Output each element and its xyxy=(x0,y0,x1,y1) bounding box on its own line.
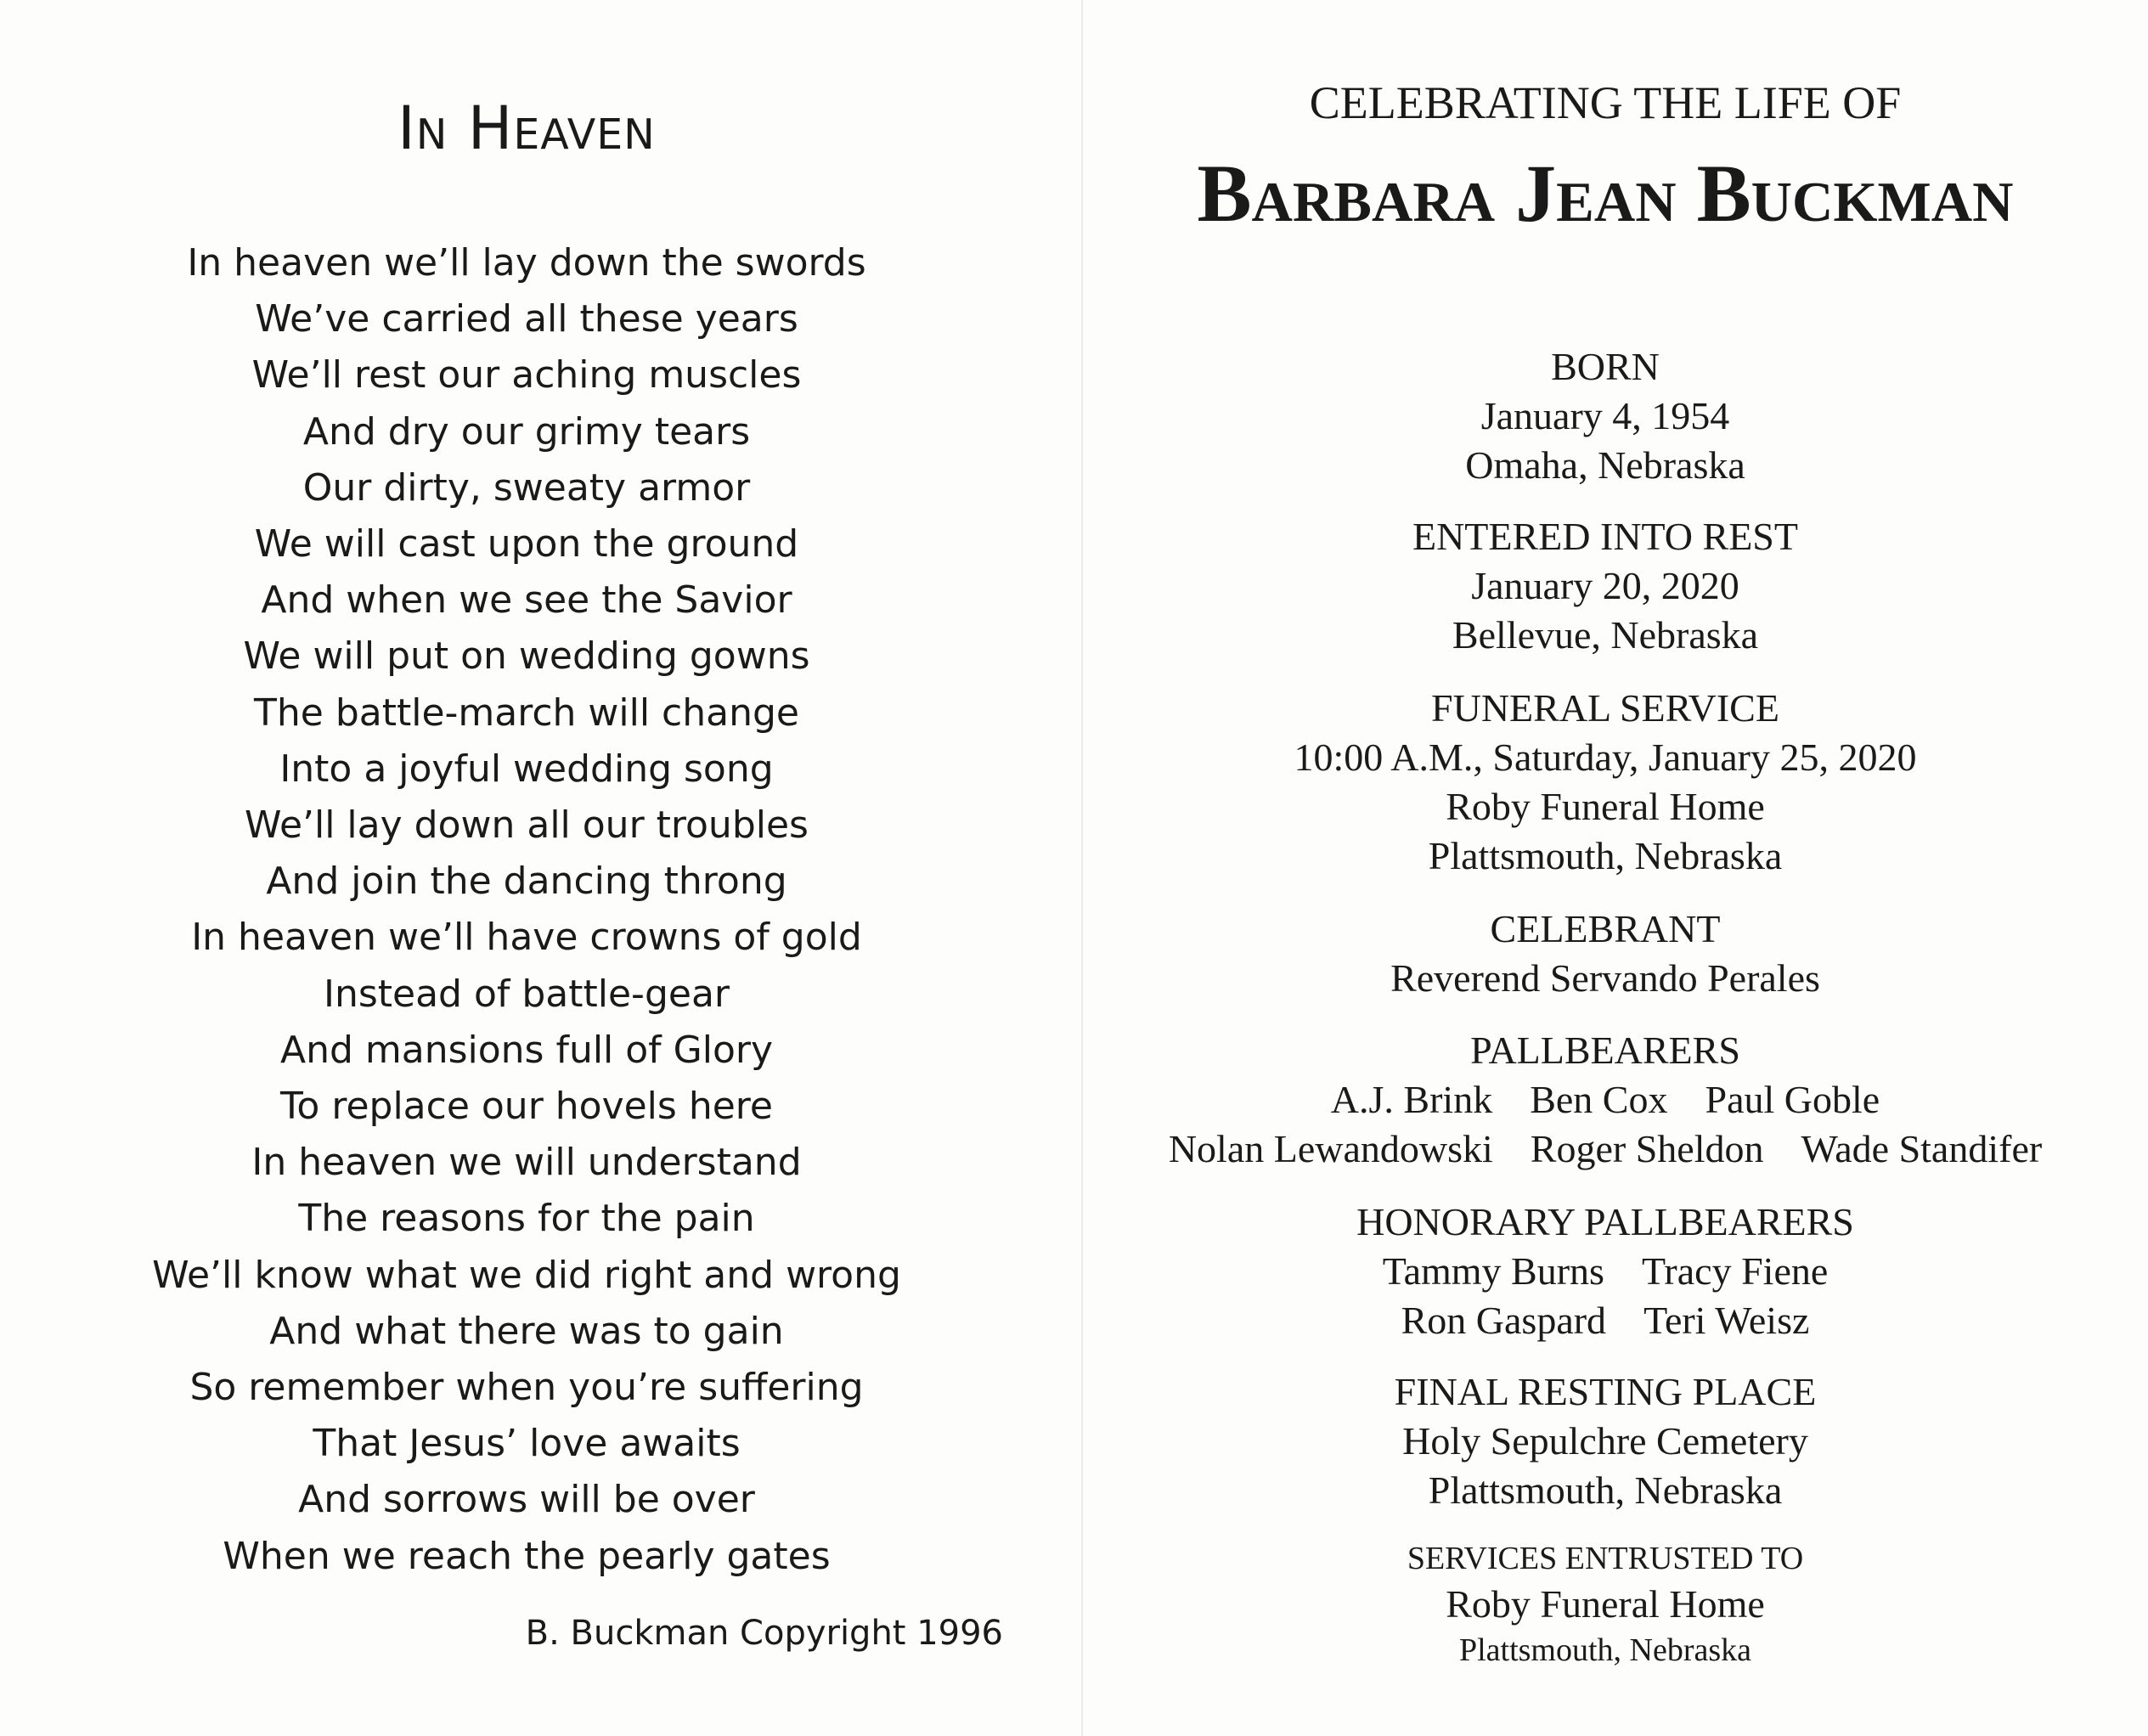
pallbearer: Roger Sheldon xyxy=(1530,1127,1764,1170)
poem-line: Instead of battle-gear xyxy=(323,972,730,1016)
pallbearer: Ben Cox xyxy=(1530,1078,1668,1121)
deceased-name: Barbara Jean Buckman xyxy=(1197,148,2014,239)
poem-line: To replace our hovels here xyxy=(280,1085,773,1129)
honorary-row xyxy=(1087,1247,2123,1296)
poem-line: We will cast upon the ground xyxy=(254,522,799,566)
pallbearer: Paul Goble xyxy=(1705,1078,1880,1121)
poem-line: In heaven we will understand xyxy=(251,1141,802,1185)
poem-line: We’ll know what we did right and wrong xyxy=(152,1253,901,1297)
poem-title: In Heaven xyxy=(397,93,656,163)
honorary-pallbearer: Teri Weisz xyxy=(1643,1299,1810,1342)
pallbearer: Wade Standifer xyxy=(1801,1127,2043,1170)
poem-line: And join the dancing throng xyxy=(266,860,787,904)
poem-line: In heaven we’ll have crowns of gold xyxy=(191,916,862,960)
pallbearers-row xyxy=(1087,1075,2123,1124)
section-label: HONORARY PALLBEARERS xyxy=(1356,1200,1854,1243)
poem-line: And sorrows will be over xyxy=(298,1478,755,1522)
entrusted-place: Plattsmouth, Nebraska xyxy=(1458,1632,1752,1668)
pallbearer: Nolan Lewandowski xyxy=(1168,1127,1493,1170)
honorary-pallbearer: Ron Gaspard xyxy=(1401,1299,1607,1342)
poem-line: And what there was to gain xyxy=(269,1309,784,1353)
poem-copyright: B. Buckman Copyright 1996 xyxy=(525,1614,1003,1653)
poem-line: And dry our grimy tears xyxy=(302,409,751,454)
service-place: Plattsmouth, Nebraska xyxy=(1428,834,1783,877)
resting-section xyxy=(1087,1367,2123,1515)
poem-body xyxy=(0,235,1053,1585)
section-label: CELEBRANT xyxy=(1490,907,1721,950)
poem-line: The battle-march will change xyxy=(254,690,799,735)
rest-place: Bellevue, Nebraska xyxy=(1452,613,1759,657)
poem-line: When we reach the pearly gates xyxy=(223,1534,831,1578)
honorary-row xyxy=(1087,1296,2123,1345)
section-label: FINAL RESTING PLACE xyxy=(1394,1370,1817,1413)
poem-line: And when we see the Savior xyxy=(261,578,792,623)
pallbearers-row xyxy=(1087,1124,2123,1174)
rest-date: January 20, 2020 xyxy=(1471,564,1739,607)
poem-line: And mansions full of Glory xyxy=(279,1028,774,1072)
pallbearer: A.J. Brink xyxy=(1330,1078,1493,1121)
pallbearers-section xyxy=(1087,1026,2123,1174)
poem-line: We’ll lay down all our troubles xyxy=(245,803,809,848)
poem-page xyxy=(0,0,1053,1736)
section-label: ENTERED INTO REST xyxy=(1412,515,1798,558)
born-section xyxy=(1087,342,2123,490)
poem-line: Our dirty, sweaty armor xyxy=(302,465,751,510)
poem-line: We’ve carried all these years xyxy=(255,297,798,341)
service-time: 10:00 A.M., Saturday, January 25, 2020 xyxy=(1294,736,1917,779)
program-page xyxy=(1087,0,2123,1736)
cemetery: Holy Sepulchre Cemetery xyxy=(1402,1419,1808,1463)
entrusted-venue: Roby Funeral Home xyxy=(1446,1582,1765,1626)
section-label: SERVICES ENTRUSTED TO xyxy=(1407,1541,1804,1576)
honorary-pallbearer: Tammy Burns xyxy=(1382,1249,1604,1293)
poem-line: The reasons for the pain xyxy=(298,1197,755,1241)
poem-line: We will put on wedding gowns xyxy=(243,634,810,679)
service-section xyxy=(1087,684,2123,881)
honorary-pallbearer: Tracy Fiene xyxy=(1641,1249,1829,1293)
celebrant-name: Reverend Servando Perales xyxy=(1390,956,1820,1000)
born-date: January 4, 1954 xyxy=(1480,394,1730,437)
program-heading: CELEBRATING THE LIFE OF xyxy=(1309,77,1902,128)
honorary-section xyxy=(1087,1198,2123,1345)
poem-line: So remember when you’re suffering xyxy=(189,1366,864,1410)
poem-line: In heaven we’ll lay down the swords xyxy=(187,241,866,285)
poem-line: Into a joyful wedding song xyxy=(279,747,774,791)
rest-section xyxy=(1087,512,2123,660)
celebrant-section xyxy=(1087,905,2123,1003)
poem-line: We’ll rest our aching muscles xyxy=(251,353,802,397)
section-label: PALLBEARERS xyxy=(1470,1029,1740,1072)
service-venue: Roby Funeral Home xyxy=(1446,785,1765,828)
poem-line: That Jesus’ love awaits xyxy=(313,1422,741,1466)
born-place: Omaha, Nebraska xyxy=(1465,443,1745,487)
section-label: FUNERAL SERVICE xyxy=(1431,686,1779,730)
page-fold xyxy=(1081,0,1083,1736)
cemetery-place: Plattsmouth, Nebraska xyxy=(1428,1468,1783,1512)
entrusted-section xyxy=(1087,1537,2123,1671)
section-label: BORN xyxy=(1551,345,1660,388)
